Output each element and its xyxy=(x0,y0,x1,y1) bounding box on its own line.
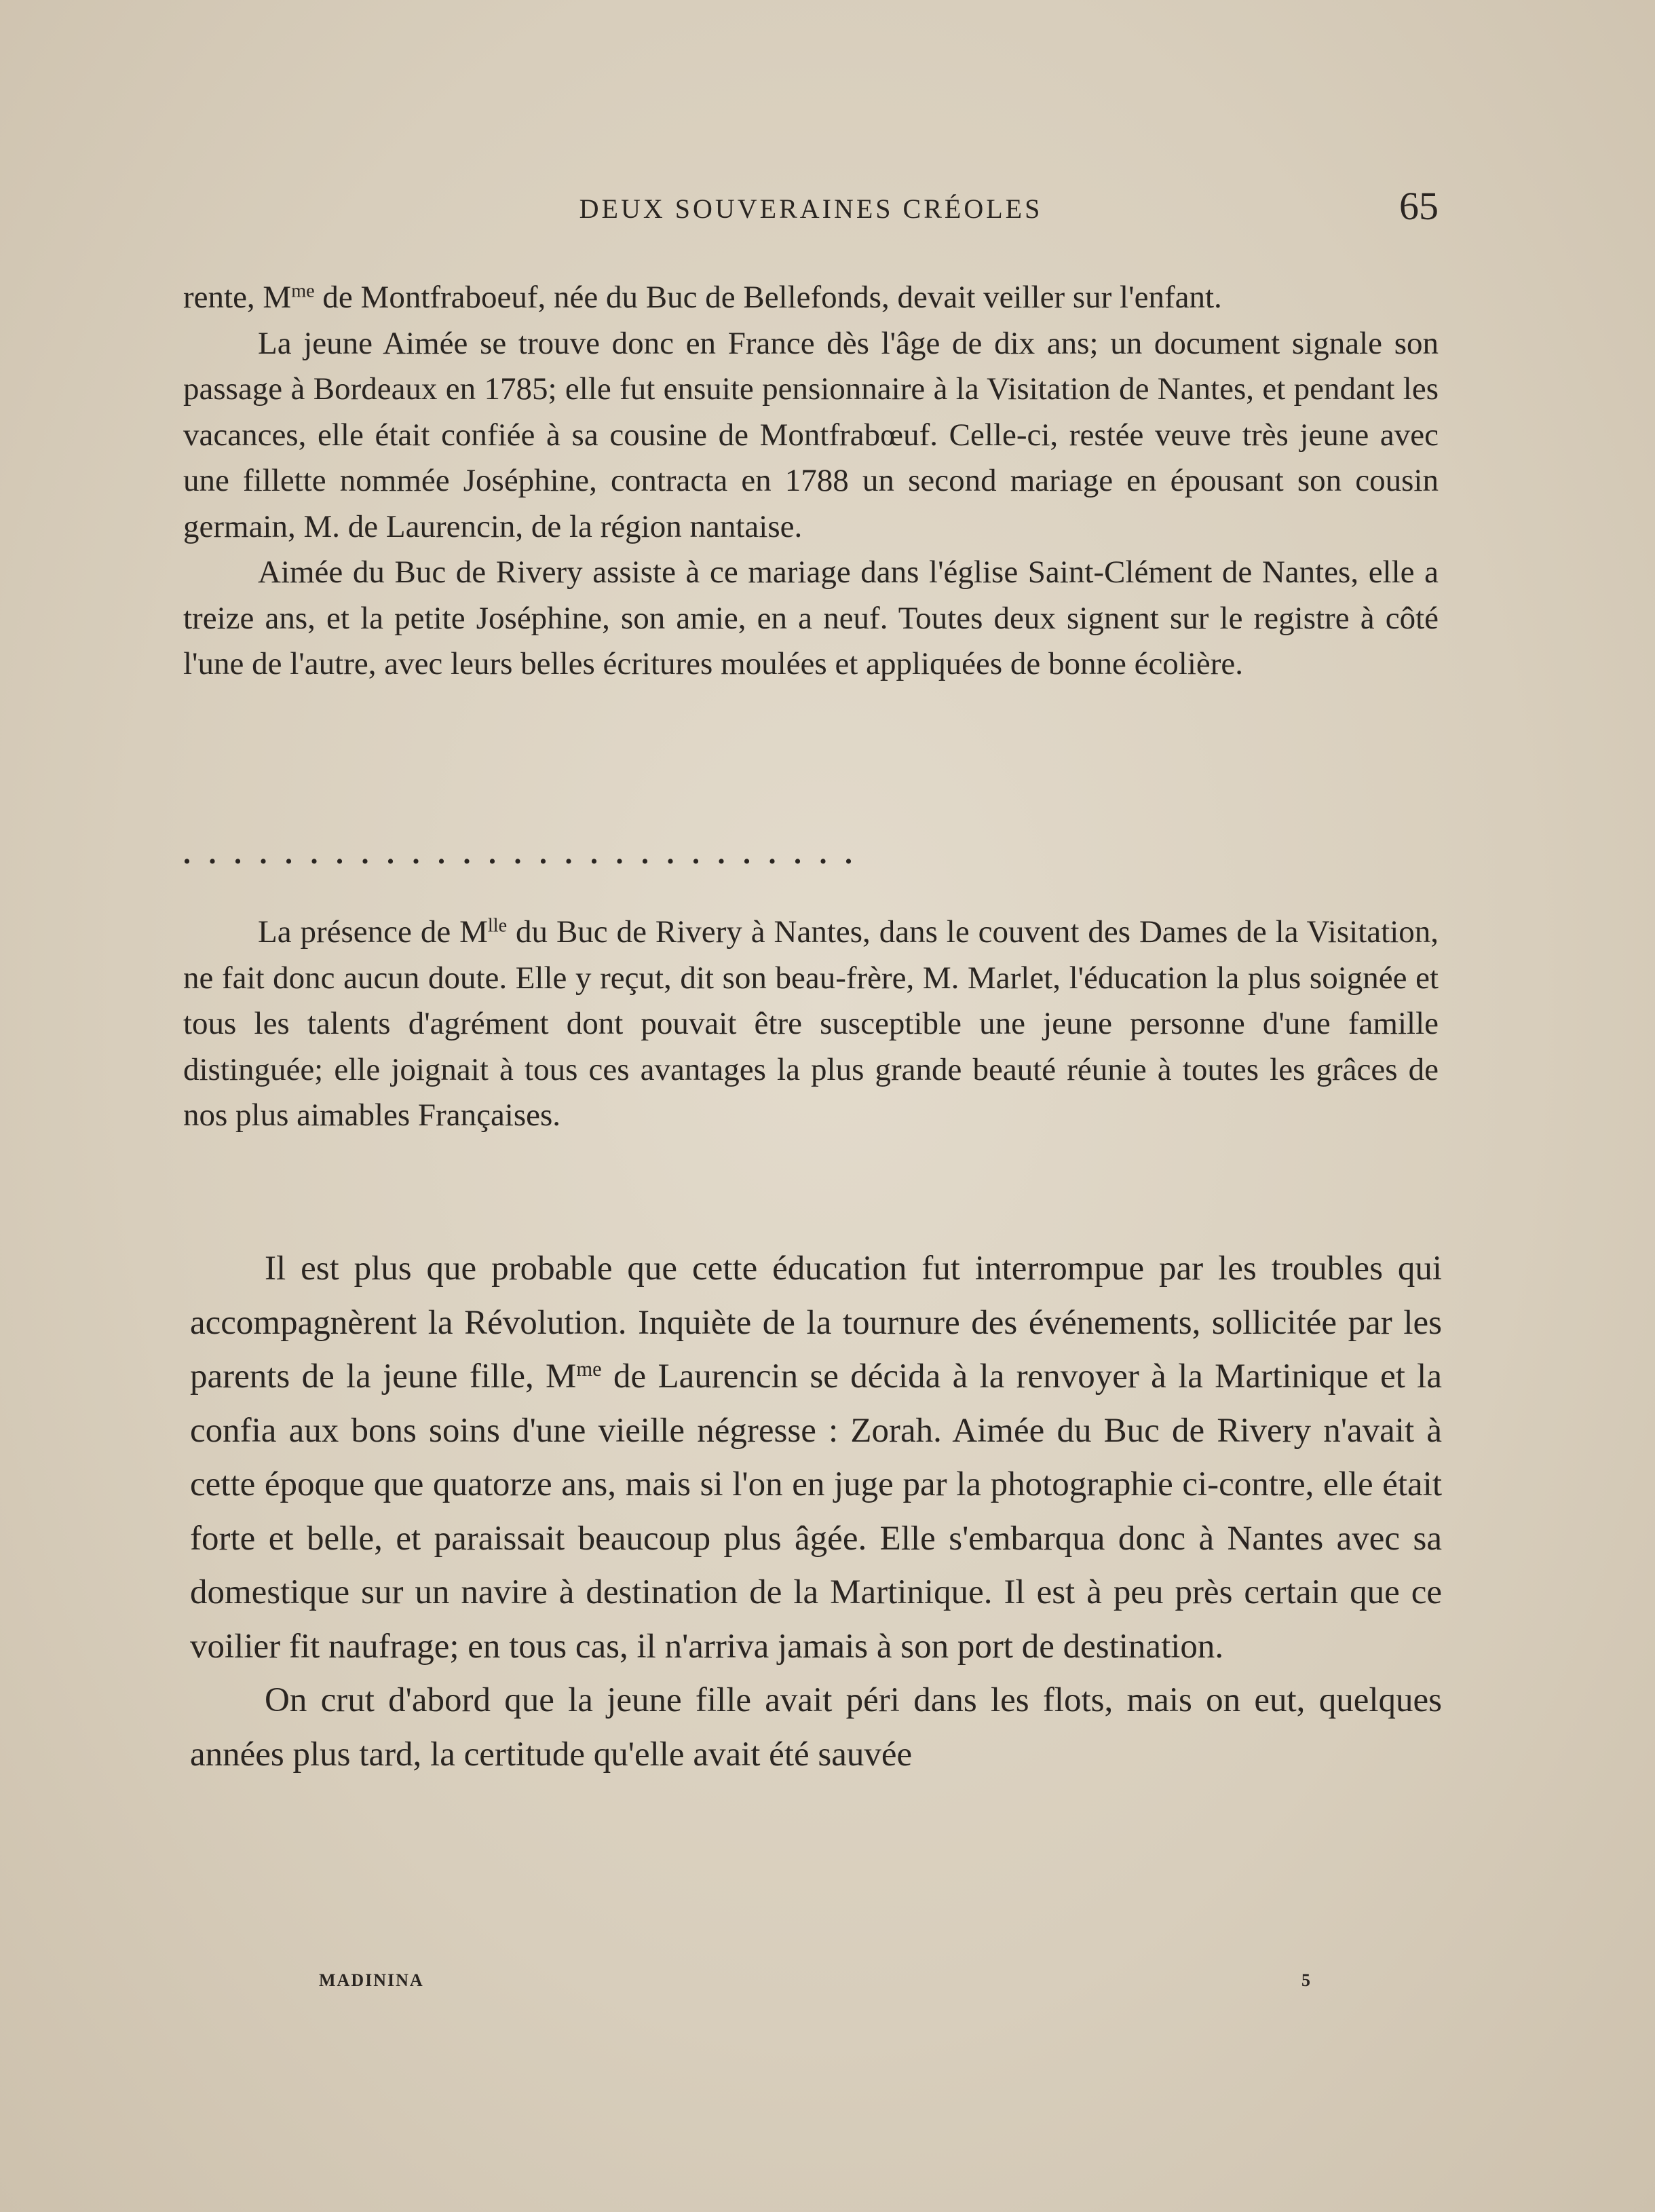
sheet-signature: 5 xyxy=(1301,1970,1312,1990)
text-block-upper xyxy=(183,275,1439,688)
page-header xyxy=(183,183,1439,238)
paragraph: Il est plus que probable que cette éducation fut interrompue par les troubles qui accompagnèrent la Révolution. Inquiète de la tournure des événements, sollicitée par les parents de la jeune fille, $M^{me}$ de Laurencin se décida à la renvoyer à la Martinique et la confia aux bons soins d'une vieille négresse : Zorah. Aimée du Buc de Rivery n'avait à cette époque que quatorze ans, mais si l'on en juge par la photographie ci-contre, elle était forte et belle, et paraissait beaucoup plus âgée. Elle s'embarqua donc à Nantes avec sa domestique sur un navire à destination de la Martinique. Il est à peu près certain que ce voilier fit naufrage; en tous cas, il n'arriva jamais à son port de destination. xyxy=(190,1250,1442,1666)
paragraph: rente, $M^{me}$ de Montfraboeuf, née du Buc de Bellefonds, devait veiller sur l'enfant. xyxy=(183,280,1222,315)
paragraph: La jeune Aimée se trouve donc en France dès l'âge de dix ans; un document signale son passage à Bordeaux en 1785; elle fut ensuite pensionnaire à la Visitation de Nantes, et pendant les vacances, elle était confiée à sa cousine de Montfrabœuf. Celle-ci, restée veuve très jeune avec une fillette nommée Joséphine, contracta en 1788 un second mariage en épousant son cousin germain, M. de Laurencin, de la région nantaise. xyxy=(183,325,1439,544)
paragraph: Aimée du Buc de Rivery assiste à ce mariage dans l'église Saint-Clément de Nantes, elle a treize ans, et la petite Joséphine, son amie, en a neuf. Toutes deux signent sur le registre à côté l'une de l'autre, avec leurs belles écritures moulées et appliquées de bonne écolière. xyxy=(183,555,1439,681)
text-block-quote xyxy=(183,910,1439,1139)
paragraph: La présence de $M^{lle}$ du Buc de Rivery à Nantes, dans le couvent des Dames de la Visitation, ne fait donc aucun doute. Elle y reçut, dit son beau-frère, M. Marlet, l'éducation la plus soignée et tous les talents d'agrément dont pouvait être susceptible une jeune personne d'une famille distinguée; elle joignait à tous ces avantages la plus grande beauté réunie à toutes les grâces de nos plus aimables Françaises. xyxy=(183,914,1439,1133)
running-title: DEUX SOUVERAINES CRÉOLES xyxy=(579,193,1043,224)
printer-signature: MADININA xyxy=(319,1970,424,1990)
paragraph: On crut d'abord que la jeune fille avait péri dans les flots, mais on eut, quelques années plus tard, la certitude qu'elle avait été sauvée xyxy=(190,1681,1442,1774)
text-block-lower xyxy=(190,1242,1442,1782)
page-number: 65 xyxy=(1399,184,1439,228)
ellipsis-separator: ........................... xyxy=(183,837,871,870)
